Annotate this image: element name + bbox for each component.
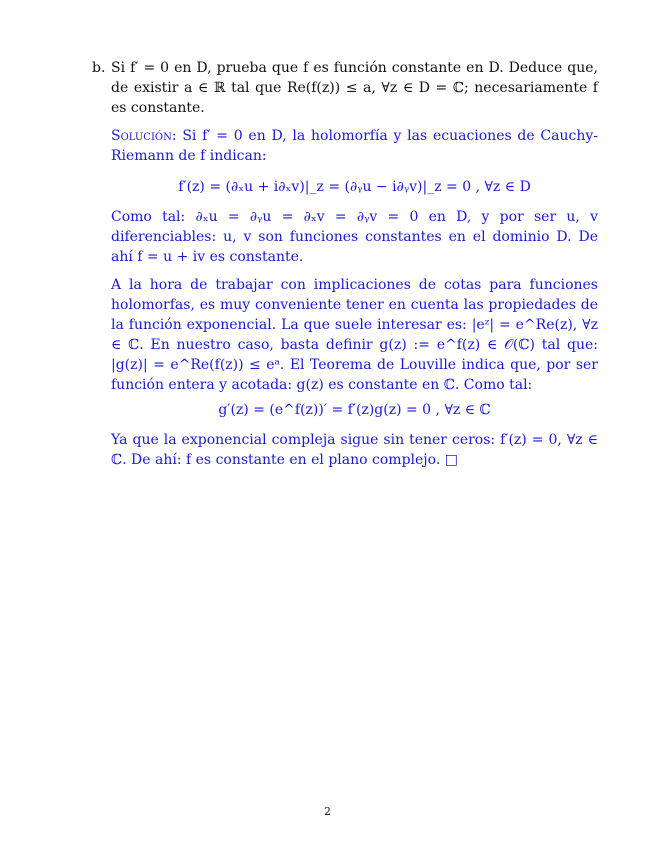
solution-intro: Si f′ = 0 en D, la holomorfía y las ecuaciones de Cauchy-Riemann de f indican:: [111, 128, 599, 164]
solution-paragraph-3: Ya que la exponencial compleja sigue sin tener ceros: f′(z) = 0, ∀z ∈ ℂ. De ahí: f es constante en el plano complejo. □: [111, 432, 598, 468]
equation-derivative-g: g′(z) = (e^f(z))′ = f′(z)g(z) = 0 , ∀z ∈ ℂ: [218, 402, 491, 418]
problem-statement: Si f′ = 0 en D, prueba que f es función constante en D. Deduce que, de existir a ∈ ℝ tal que Re(f(z)) ≤ a, ∀z ∈ D = ℂ; necesariamente f es constante.: [111, 60, 598, 116]
solution-paragraph-2: A la hora de trabajar con implicaciones de cotas para funciones holomorfas, es muy conveniente tener en cuenta las propiedades de la función exponencial. La que suele interesar es: |eᶻ| = e^Re(z), ∀z ∈ ℂ. En nuestro caso, basta definir g(z) := e^f(z) ∈ 𝒪(ℂ) tal que: |g(z)| = e^Re(f(z)) ≤ eᵃ. El Teorema de Louville indica que, por ser función entera y acotada: g(z) es constante en ℂ. Como tal:: [111, 277, 598, 393]
problem-label: b.: [92, 60, 106, 76]
problem-b: [92, 58, 598, 118]
solution-intro-paragraph: [111, 126, 598, 166]
solution-paragraph-1: Como tal: ∂ₓu = ∂ᵧu = ∂ₓv = ∂ᵧv = 0 en D, y por ser u, v diferenciables: u, v son funciones constantes en el dominio D. De ahí f = u + iv es constante.: [111, 209, 598, 265]
page-number: 2: [324, 805, 331, 818]
solution-heading: Solución:: [111, 128, 177, 144]
equation-cauchy-riemann: f′(z) = (∂ₓu + i∂ₓv)|_z = (∂ᵧu − i∂ᵧv)|_z = 0 , ∀z ∈ D: [178, 179, 531, 195]
